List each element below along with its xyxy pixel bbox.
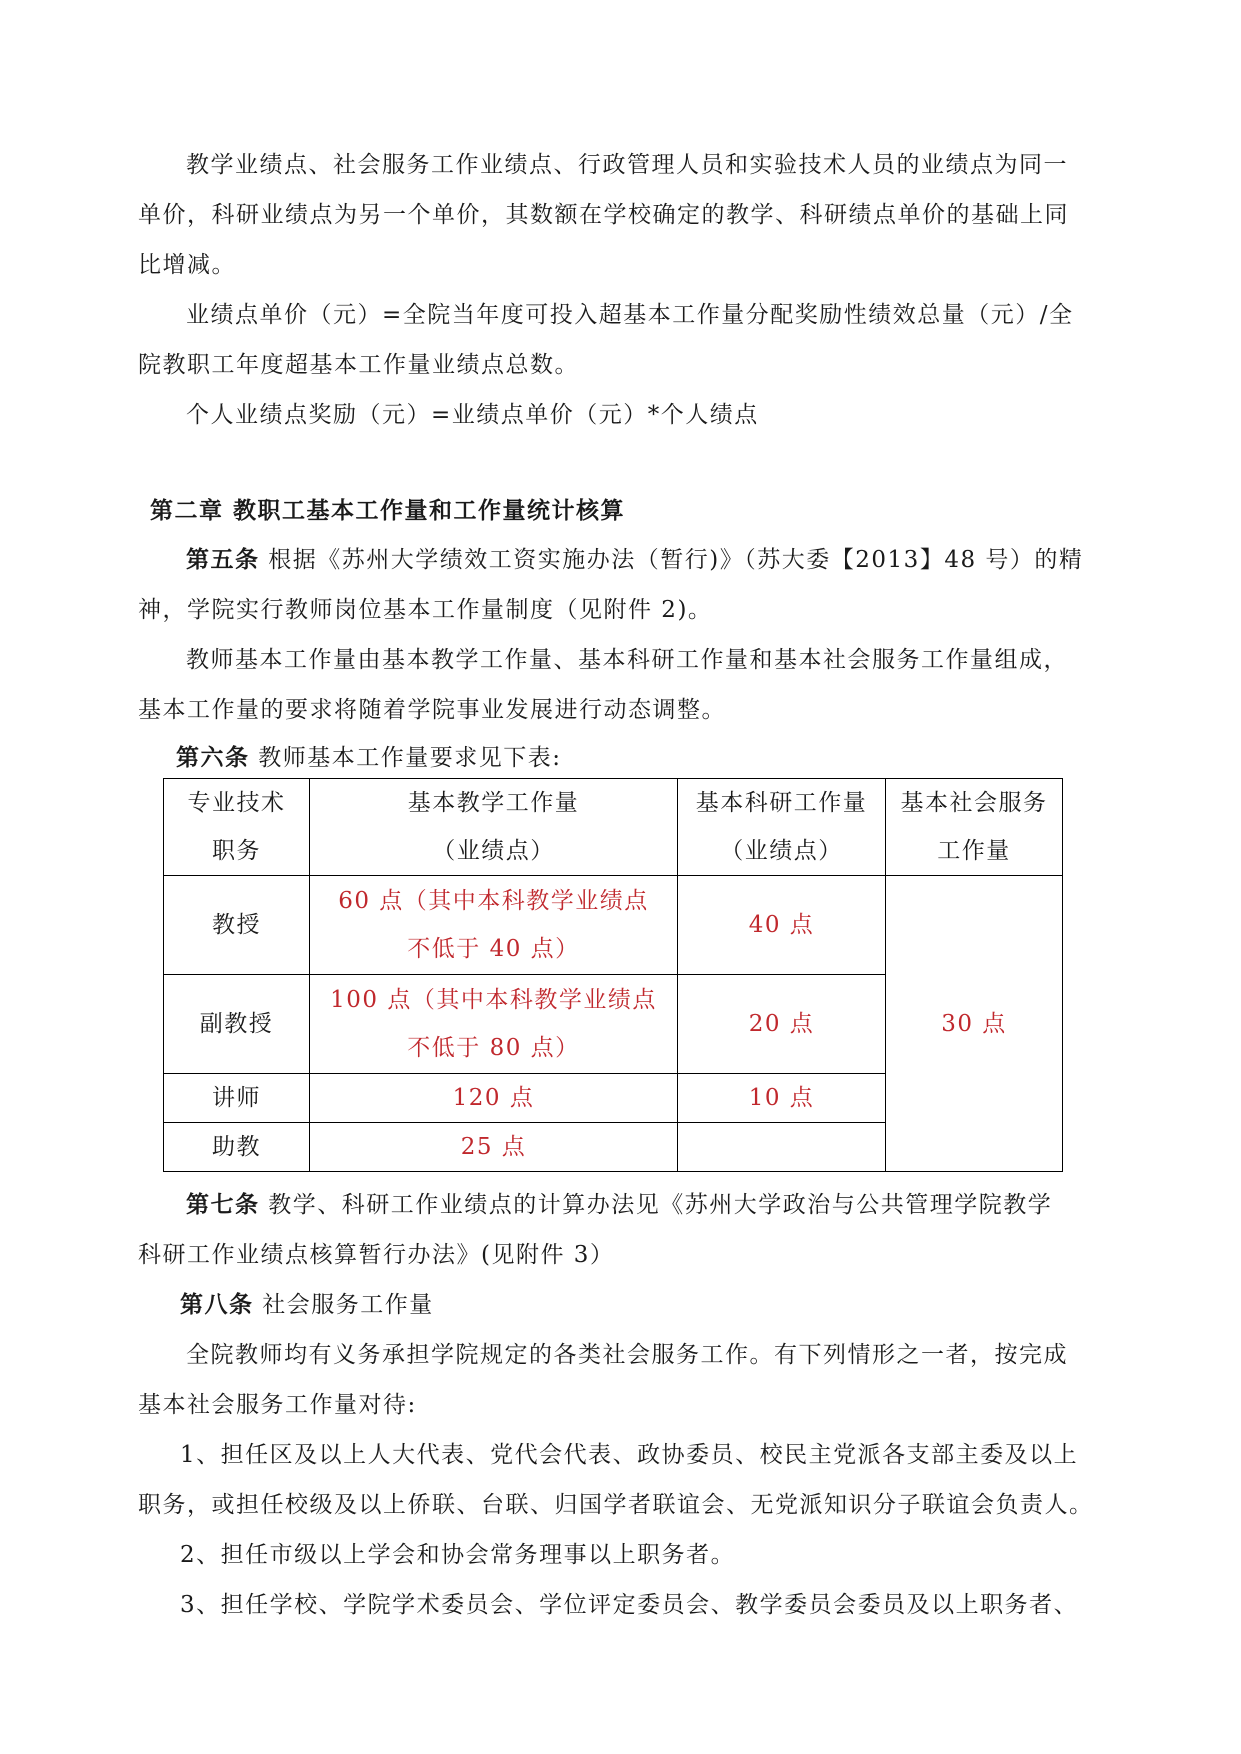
cell-text: 60 点（其中本科教学业绩点 [338,888,649,914]
header-text: （业绩点） [432,838,555,864]
header-cell-title [164,779,310,876]
paragraph-line: 比增减。 [138,252,236,278]
row-research: 20 点 [678,975,886,1074]
paragraph-line: 基本工作量的要求将随着学院事业发展进行动态调整。 [138,697,726,723]
service-cell: 30 点 [886,876,1063,1172]
header-text: 工作量 [937,838,1011,864]
row-research: 40 点 [678,876,886,975]
table-row [164,876,1063,975]
header-text: （业绩点） [720,838,843,864]
row-teaching: 120 点 [310,1074,678,1123]
list-item: 3、担任学校、学院学术委员会、学位评定委员会、教学委员会委员及以上职务者、 [180,1592,1079,1618]
chapter-heading: 第二章 教职工基本工作量和工作量统计核算 [150,498,626,524]
article-label: 第五条 [186,547,260,573]
article-label: 第七条 [186,1192,260,1218]
header-text: 专业技术 [187,790,286,816]
cell-text: 不低于 80 点） [407,1035,580,1061]
article-7-line-2: 科研工作业绩点核算暂行办法》(见附件 3） [138,1242,615,1268]
article-7-line-1 [186,1190,1146,1220]
header-cell-teaching [310,779,678,876]
article-text: 教学、科研工作业绩点的计算办法见《苏州大学政治与公共管理学院教学 [259,1192,1053,1218]
row-research [678,1123,886,1172]
row-title: 教授 [164,876,310,975]
header-text: 基本社会服务 [900,790,1048,816]
article-text: 教师基本工作量要求见下表: [249,745,562,771]
article-5-line-1 [186,545,1146,575]
row-teaching [310,876,678,975]
article-6-line [176,743,1136,773]
paragraph-line: 个人业绩点奖励（元）=业绩点单价（元）*个人绩点 [186,402,759,428]
paragraph-line: 单价，科研业绩点为另一个单价，其数额在学校确定的教学、科研绩点单价的基础上同 [138,202,1069,228]
header-cell-research [678,779,886,876]
header-text: 基本科研工作量 [695,790,868,816]
paragraph-line: 基本社会服务工作量对待: [138,1392,417,1418]
article-label: 第六条 [176,745,250,771]
header-text: 职务 [212,838,261,864]
article-text: 社会服务工作量 [253,1292,434,1318]
workload-table [163,778,1063,1172]
paragraph-line: 院教职工年度超基本工作量业绩点总数。 [138,352,579,378]
paragraph-line: 教学业绩点、社会服务工作业绩点、行政管理人员和实验技术人员的业绩点为同一 [186,152,1068,178]
row-teaching [310,975,678,1074]
cell-text: 不低于 40 点） [407,936,580,962]
article-8-line [180,1290,1140,1320]
row-title: 讲师 [164,1074,310,1123]
cell-text: 100 点（其中本科教学业绩点 [330,987,657,1013]
paragraph-line: 全院教师均有义务承担学院规定的各类社会服务工作。有下列情形之一者，按完成 [186,1342,1068,1368]
paragraph-line: 教师基本工作量由基本教学工作量、基本科研工作量和基本社会服务工作量组成， [186,647,1068,673]
row-title: 助教 [164,1123,310,1172]
paragraph-line: 业绩点单价（元）=全院当年度可投入超基本工作量分配奖励性绩效总量（元）/全 [186,302,1074,328]
header-text: 基本教学工作量 [407,790,580,816]
row-research: 10 点 [678,1074,886,1123]
header-cell-service [886,779,1063,876]
article-text: 根据《苏州大学绩效工资实施办法（暂行)》（苏大委【2013】48 号）的精 [259,547,1084,573]
row-title: 副教授 [164,975,310,1074]
row-teaching: 25 点 [310,1123,678,1172]
table-header-row [164,779,1063,876]
list-item: 1、担任区及以上人大代表、党代会代表、政协委员、校民主党派各支部主委及以上 [180,1442,1079,1468]
article-5-line-2: 神，学院实行教师岗位基本工作量制度（见附件 2)。 [138,597,713,623]
list-item: 2、担任市级以上学会和协会常务理事以上职务者。 [180,1542,736,1568]
list-item-continued: 职务，或担任校级及以上侨联、台联、归国学者联谊会、无党派知识分子联谊会负责人。 [138,1492,1094,1518]
article-label: 第八条 [180,1292,254,1318]
